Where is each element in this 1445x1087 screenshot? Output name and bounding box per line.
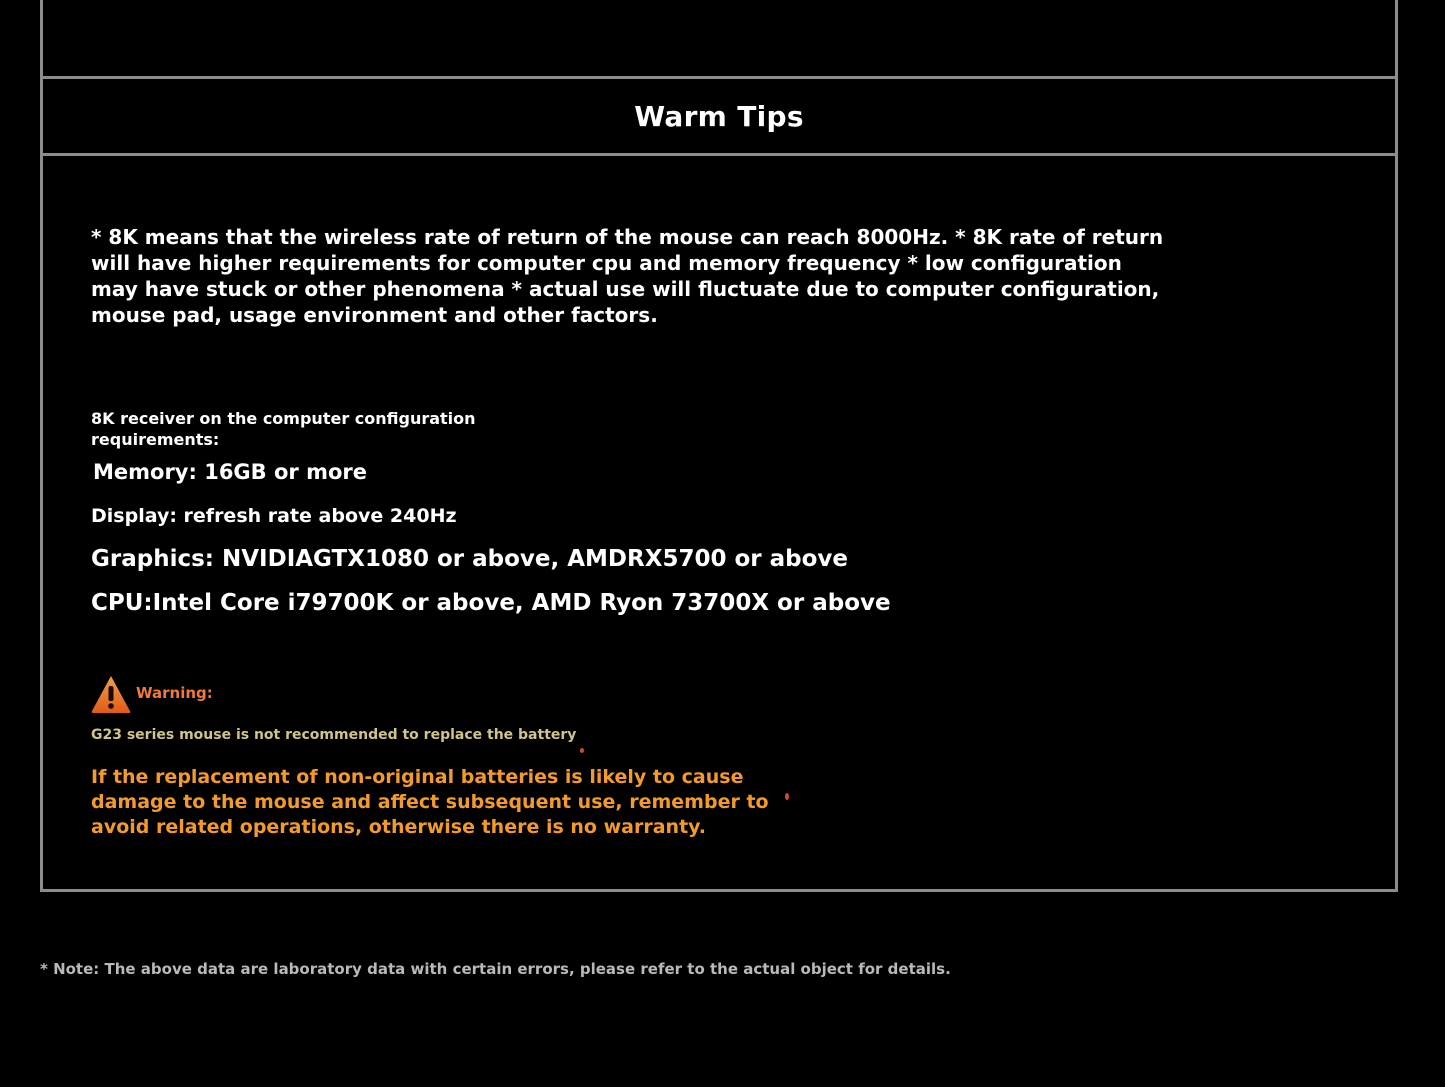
requirement-memory: Memory: 16GB or more <box>93 460 367 484</box>
requirement-cpu: CPU:Intel Core i79700K or above, AMD Ryon 73700X or above <box>91 590 891 616</box>
warning-triangle-icon <box>90 674 132 714</box>
warning-label: Warning: <box>136 684 213 702</box>
requirement-display: Display: refresh rate above 240Hz <box>91 505 457 527</box>
battery-note: G23 series mouse is not recommended to replace the battery <box>91 727 577 743</box>
title-bar <box>40 76 1398 156</box>
footnote: * Note: The above data are laboratory data with certain errors, please refer to the actual object for details. <box>40 960 951 978</box>
requirement-graphics: Graphics: NVIDIAGTX1080 or above, AMDRX5700 or above <box>91 546 849 572</box>
decorative-spark <box>580 748 584 753</box>
page-title: Warm Tips <box>634 99 804 133</box>
intro-paragraph: * 8K means that the wireless rate of return of the mouse can reach 8000Hz. * 8K rate of return will have higher requirements for computer cpu and memory frequency * low configuration may have stuck or other phenomena * actual use will fluctuate due to computer configuration, mouse pad, usage environment and other factors. <box>91 225 1164 327</box>
battery-warning: If the replacement of non-original batteries is likely to cause damage to the mouse and affect subsequent use, remember to avoid related operations, otherwise there is no warranty. <box>91 766 769 838</box>
decorative-spark <box>785 793 789 800</box>
requirements-heading: 8K receiver on the computer configuration requirements: <box>91 409 476 449</box>
